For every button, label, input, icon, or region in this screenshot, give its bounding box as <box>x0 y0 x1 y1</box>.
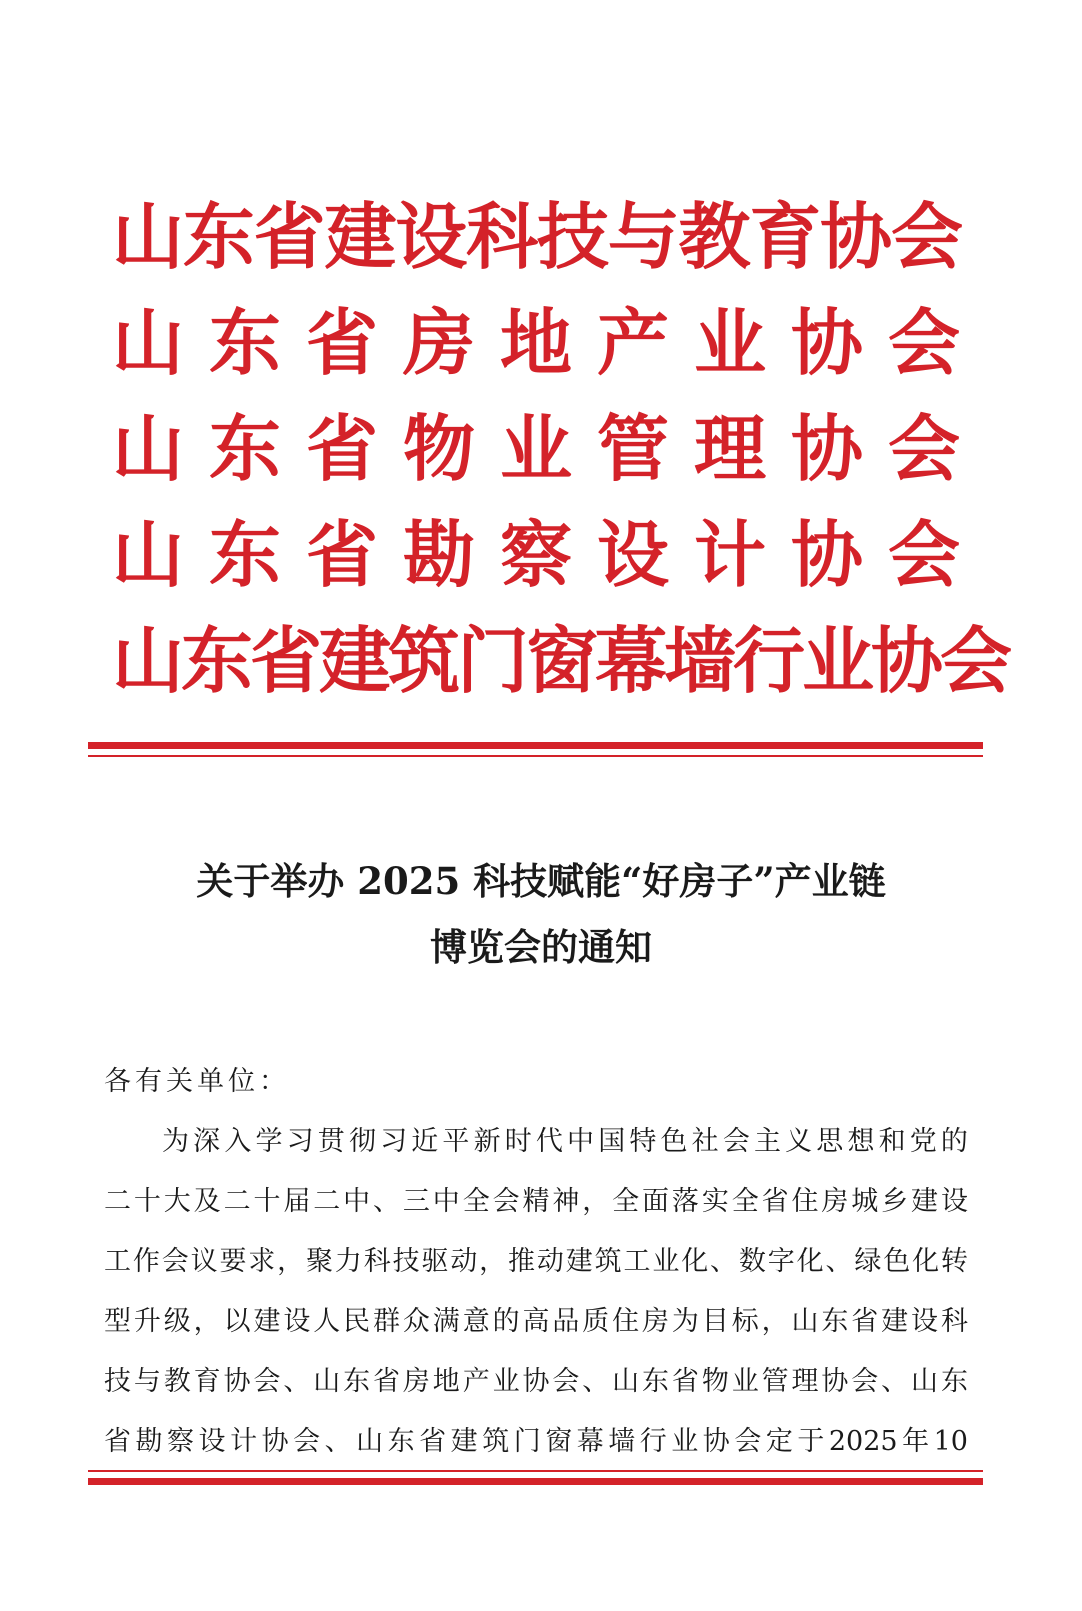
org-name: 山 东 省 勘 察 设 计 协 会 <box>112 512 961 597</box>
org-name: 山 东 省 建 筑 门 窗 幕 墙 行 业 协 会 <box>112 618 1013 703</box>
notice-title <box>100 848 982 980</box>
body-line: 型 升 级 ， 以 建 设 人 民 群 众 满 意 的 高 品 质 住 房 为 目 标 ， 山 东 省 建 设 科 <box>104 1306 968 1337</box>
footer-divider <box>88 1470 983 1485</box>
body-line: 技 与 教 育 协 会 、 山 东 省 房 地 产 业 协 会 、 山 东 省 物 业 管 理 协 会 、 山 东 <box>104 1366 968 1397</box>
notice-title-line-1: 关于举办 2025 科技赋能“好房子”产业链 <box>196 859 886 903</box>
org-name: 山 东 省 房 地 产 业 协 会 <box>112 300 961 385</box>
org-name: 山 东 省 建 设 科 技 与 教 育 协 会 <box>112 194 963 279</box>
org-name: 山 东 省 物 业 管 理 协 会 <box>112 406 961 491</box>
body-line: 为 深 入 学 习 贯 彻 习 近 平 新 时 代 中 国 特 色 社 会 主 义 思 想 和 党 的 <box>162 1126 968 1157</box>
body-line: 工 作 会 议 要 求 ， 聚 力 科 技 驱 动 ， 推 动 建 筑 工 业 化 、 数 字 化 、 绿 色 化 转 <box>104 1246 968 1277</box>
notice-title-line-2: 博览会的通知 <box>430 925 652 969</box>
body-line: 省 勘 察 设 计 协 会 、 山 东 省 建 筑 门 窗 幕 墙 行 业 协 会 定 于 2025 年 10 <box>104 1426 968 1457</box>
body-paragraph <box>104 1112 968 1472</box>
masthead-divider <box>88 742 983 757</box>
issuing-organizations-masthead <box>112 184 1013 714</box>
body-line: 二 十 大 及 二 十 届 二 中 、 三 中 全 会 精 神 ， 全 面 落 实 全 省 住 房 城 乡 建 设 <box>104 1186 968 1217</box>
salutation: 各有关单位： <box>104 1066 290 1097</box>
